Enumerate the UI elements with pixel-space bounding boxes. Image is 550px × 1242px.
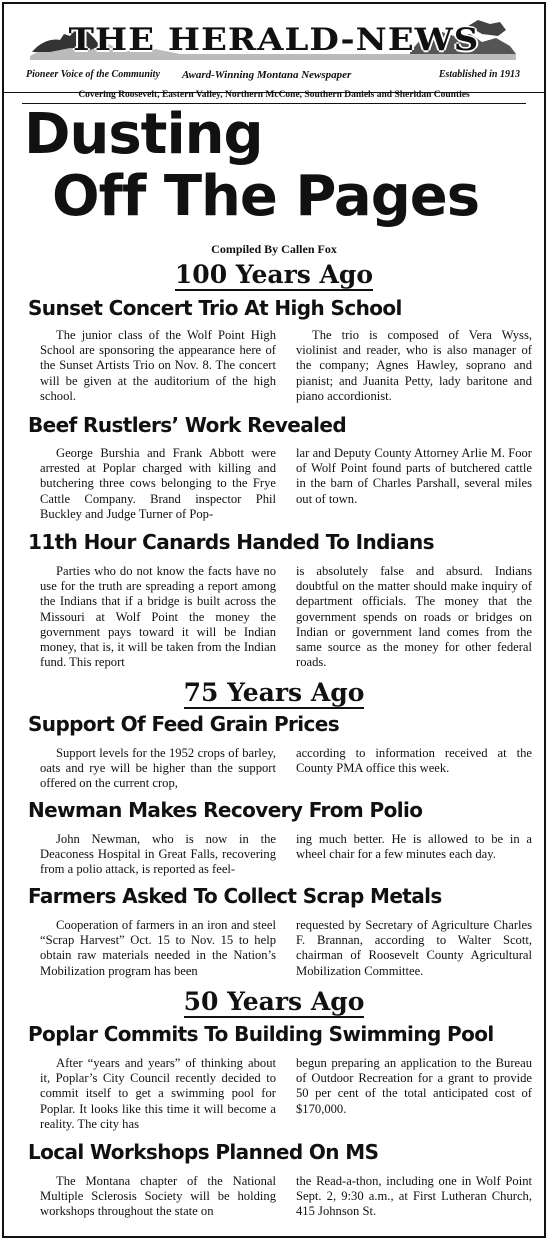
story-text: John Newman, who is now in the Deaconess Hospital in Great Falls, recovering from a polio attack, is reported as feel- xyxy=(40,832,276,877)
era-heading-text: 75 Years Ago xyxy=(183,678,365,707)
story-text: begun preparing an application to the Bureau of Outdoor Recreation for a grant to provide 50 per cent of the total anticipated cost of $170,000. xyxy=(296,1056,532,1116)
story-text: the Read-a-thon, including one in Wolf Point Sept. 2, 9:30 a.m., at First Lutheran Church, 415 Johnson St. xyxy=(296,1174,532,1219)
story-title: Farmers Asked To Collect Scrap Metals xyxy=(28,884,442,908)
story-column xyxy=(40,746,276,792)
story-column xyxy=(296,832,532,878)
story-body xyxy=(40,1174,532,1220)
story-column xyxy=(40,446,276,522)
story-column xyxy=(40,1056,276,1132)
era-heading-text: 100 Years Ago xyxy=(174,260,374,289)
story-column xyxy=(296,746,532,792)
story-text: Parties who do not know the facts have no use for the truth are spreading a report among the Indians that if a bridge is built across the Missouri at Wolf Point the money the government pays toward it will be Indian money, that is, it will be taken from the Indian fund. This report xyxy=(40,564,276,670)
story-column xyxy=(40,1174,276,1220)
story-text: After “years and years” of thinking about it, Poplar’s City Council recently decided to commit itself to get a swimming pool for Poplar. It looks like this time it will become a reality. The city has xyxy=(40,1056,276,1131)
story-title: Support Of Feed Grain Prices xyxy=(28,712,340,736)
masthead-left-tagline: Pioneer Voice of the Community xyxy=(26,69,160,80)
story-title: 11th Hour Canards Handed To Indians xyxy=(28,530,434,554)
story-body xyxy=(40,832,532,878)
story-text: George Burshia and Frank Abbott were arrested at Poplar charged with killing and butchering three cows belonging to the Frye Cattle Company. Brand inspector Phil Buckley and Judge Turner of Pop- xyxy=(40,446,276,521)
story-body xyxy=(40,746,532,792)
story-text: Cooperation of farmers in an iron and steel “Scrap Harvest” Oct. 15 to Nov. 15 to help obtain raw materials needed in the Nation’s Mobilization program has been xyxy=(40,918,276,978)
story-column xyxy=(296,564,532,670)
headline-line-2: Off The Pages xyxy=(52,164,480,229)
masthead-established: Established in 1913 xyxy=(438,69,520,80)
masthead-coverage: Covering Roosevelt, Eastern Valley, Northern McCone, Southern Daniels and Sheridan Counties xyxy=(78,90,470,100)
story-text: Support levels for the 1952 crops of barley, oats and rye will be higher than the support offered on the current crop, xyxy=(40,746,276,791)
page-headline xyxy=(24,104,479,228)
story-body xyxy=(40,1056,532,1132)
story-text: ing much better. He is allowed to be in a wheel chair for a few minutes each day. xyxy=(296,832,532,862)
story-column xyxy=(40,328,276,404)
story-body xyxy=(40,564,532,670)
story-title: Beef Rustlers’ Work Revealed xyxy=(28,413,347,437)
story-body xyxy=(40,328,532,404)
masthead xyxy=(4,4,544,93)
story-column xyxy=(296,1174,532,1220)
story-column xyxy=(296,918,532,979)
story-column xyxy=(296,328,532,404)
story-column xyxy=(40,564,276,670)
story-text: The trio is composed of Vera Wyss, violinist and reader, who is also manager of the company; Agnes Hawley, soprano and pianist; and Juanita Petty, lady baritone and piano accordionist. xyxy=(296,328,532,403)
story-text: according to information received at the County PMA office this week. xyxy=(296,746,532,776)
era-heading xyxy=(4,260,544,289)
story-text: The Montana chapter of the National Multiple Sclerosis Society will be holding workshops throughout the state on xyxy=(40,1174,276,1219)
story-column xyxy=(40,918,276,979)
newspaper-clipping xyxy=(2,2,546,1238)
story-text: is absolutely false and absurd. Indians doubtful on the matter should make inquiry of department officials. The money that the government spends on roads or bridges on Indian or government land comes from the same source as the money for other federal roads. xyxy=(296,564,532,670)
story-text: requested by Secretary of Agriculture Charles F. Brannan, according to Walter Scott, chairman of Roosevelt County Agricultural Mobilization Committee. xyxy=(296,918,532,978)
story-column xyxy=(296,1056,532,1132)
story-text: The junior class of the Wolf Point High School are sponsoring the appearance here of the Sunset Artists Trio on Nov. 8. The concert will be given at the auditorium of the high school. xyxy=(40,328,276,403)
story-title: Newman Makes Recovery From Polio xyxy=(28,798,423,822)
masthead-title: THE HERALD-NEWS xyxy=(68,21,480,59)
story-title: Poplar Commits To Building Swimming Pool xyxy=(28,1022,494,1046)
story-title: Sunset Concert Trio At High School xyxy=(28,296,402,320)
story-body xyxy=(40,446,532,522)
story-column xyxy=(296,446,532,522)
headline-line-1: Dusting xyxy=(24,102,263,167)
era-heading xyxy=(4,678,544,707)
story-text: lar and Deputy County Attorney Arlie M. Foor of Wolf Point found parts of butchered cattle in the barn of Charles Parshall, several miles out of town. xyxy=(296,446,532,506)
era-heading-text: 50 Years Ago xyxy=(183,987,365,1016)
story-title: Local Workshops Planned On MS xyxy=(28,1140,379,1164)
era-heading xyxy=(4,987,544,1016)
story-body xyxy=(40,918,532,979)
byline: Compiled By Callen Fox xyxy=(211,242,337,256)
masthead-center-tagline: Award-Winning Montana Newspaper xyxy=(182,69,352,81)
story-column xyxy=(40,832,276,878)
